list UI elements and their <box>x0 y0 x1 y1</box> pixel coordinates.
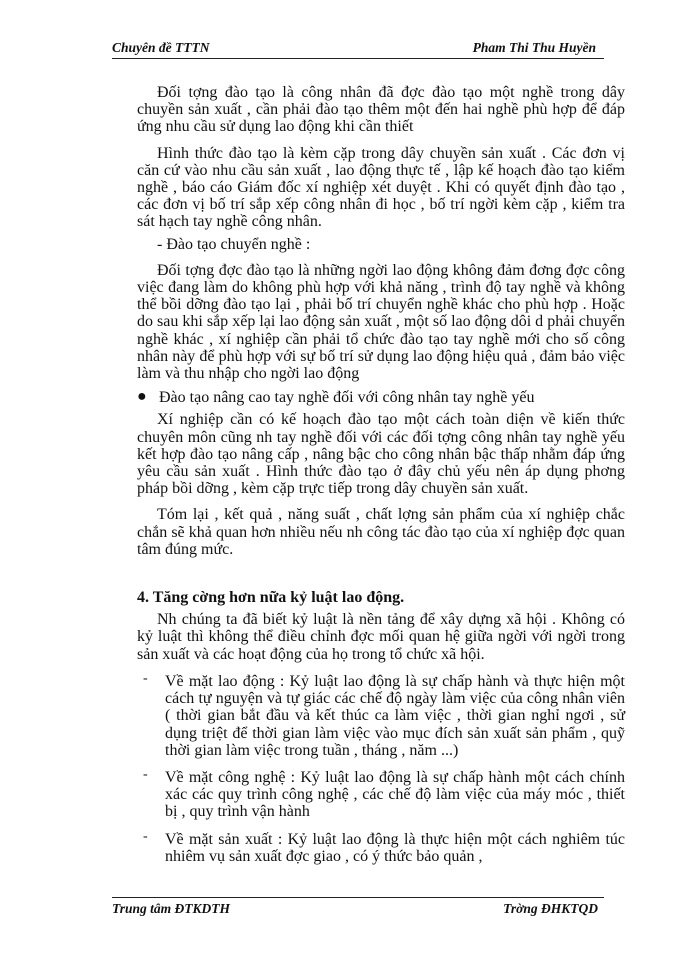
list-item <box>137 766 625 821</box>
bullet-dot-icon: ● <box>137 388 147 406</box>
paragraph-training-form: Hình thức đào tạo là kèm cặp trong dây chuyền sản xuất . Các đơn vị căn cứ vào nhu cầu sản xuất , lao động thực tế , lập kế hoạch đào tạo kiểm nghề , báo cáo Giám đốc xí nghiệp xét duyệt . Khi có quyết định đào tạo , các đơn vị bố trí sắp xếp công nhân đi học , bố trí ngời kèm cặp , kiểm tra sát hạch tay nghề công nhân. <box>137 144 625 231</box>
dash-bullet-icon: - <box>143 828 148 844</box>
dash-bullet-icon: - <box>143 670 148 686</box>
page-footer <box>112 897 604 920</box>
section-heading: 4. Tăng cờng hơn nữa kỷ luật lao động. <box>137 589 405 607</box>
paragraph-upgrade-plan: Xí nghiệp cần có kế hoạch đào tạo một cách toàn diện về kiến thức chuyên môn cũng nh tay nghề đối với các đối tợng công nhân tay nghề yếu kết hợp đào tạo nâng cấp , nâng bậc cho công nhân bậc thấp nhằm đáp ứng yêu cầu sản xuất . Hình thức đào tạo ở đây chủ yếu nên áp dụng phơng pháp bồi dỡng , kèm cặp trực tiếp trong dây chuyền sản xuất. <box>137 411 625 498</box>
bullet-skill-upgrade-text: Đào tạo nâng cao tay nghề đối với công nhân tay nghề yếu <box>159 389 535 407</box>
page-header <box>112 38 604 59</box>
footer-university-name: Trờng ĐHKTQD <box>503 901 598 916</box>
paragraph-trainees: Đối tợng đào tạo là công nhân đã đợc đào tạo một nghề trong dây chuyền sản xuất , cần phải đào tạo thêm một đến hai nghề phù hợp để đáp ứng nhu cầu sử dụng lao động khi cần thiết <box>137 84 625 136</box>
subheading-career-change-training: - Đào tạo chuyển nghề : <box>157 235 311 253</box>
page-body <box>137 84 625 865</box>
dash-bullet-icon: - <box>143 766 148 782</box>
list-item <box>137 670 625 759</box>
list-item <box>137 828 625 865</box>
header-author-name: Pham Thi Thu Huyền <box>472 40 596 55</box>
list-item-text: Về mặt lao động : Kỷ luật lao động là sự chấp hành và thực hiện một cách tự nguyện và tự giác các chế độ ngày làm việc của công nhân viên ( thời gian bắt đầu và kết thúc ca làm việc , thời gian nghỉ ngơi , sử dụng triệt để thời gian làm việc vào mục đích sản xuất sản phẩm , quỹ thời gian làm việc trong tuần , tháng , năm ...) <box>165 672 625 759</box>
section-intro: Nh chúng ta đã biết kỷ luật là nền tảng để xây dựng xã hội . Không có kỷ luật thì không thể điều chỉnh đợc mối quan hệ giữa ngời với ngời trong sản xuất và các hoạt động của họ trong tổ chức xã hội. <box>137 611 625 663</box>
list-item-text: Về mặt sản xuất : Kỷ luật lao động là thực hiện một cách nghiêm túc nhiêm vụ sản xuất đợc giao , có ý thức bảo quản , <box>165 830 625 865</box>
paragraph-summary: Tóm lại , kết quả , năng suất , chất lợng sản phẩm của xí nghiệp chắc chắn sẽ khả quan hơn nhiều nếu nh công tác đào tạo của xí nghiệp đợc quan tâm đúng mức. <box>137 506 625 558</box>
paragraph-career-change: Đối tợng đợc đào tạo là những ngời lao động không đảm đơng đợc công việc đang làm do không phù hợp với khả năng , trình độ tay nghề và không thể bồi dỡng đào tạo lại , phải bố trí chuyển nghề khác cho phù hợp . Hoặc do sau khi sắp xếp lại lao động sản xuất , một số lao động dôi d phải chuyển nghề khác , xí nghiệp cần phải tổ chức đào tạo tay nghề mới cho số công nhân này để phù hợp với sự bố trí sử dụng lao động hiệu quả , đảm bảo việc làm và thu nhập cho ngời lao động <box>137 261 625 383</box>
footer-center-name: Trung tâm ĐTKDTH <box>112 901 231 916</box>
header-document-title: Chuyên đề TTTN <box>112 40 210 55</box>
list-item-text: Về mặt công nghệ : Kỷ luật lao động là sự chấp hành một cách chính xác các quy trình công nghệ , các chế độ làm việc của máy móc , thiết bị , quy trình vận hành <box>165 768 625 821</box>
bullet-skill-upgrade <box>137 389 625 406</box>
